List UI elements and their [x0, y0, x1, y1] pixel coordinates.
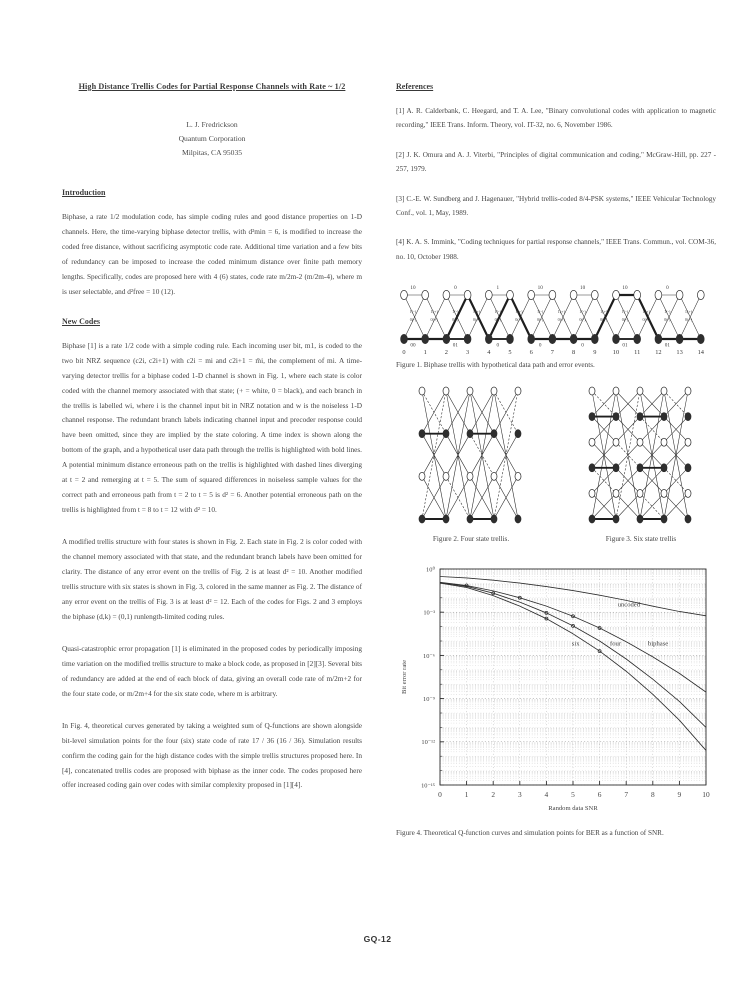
- svg-text:0: 0: [438, 790, 442, 800]
- figure-1-svg: [396, 279, 716, 357]
- figure-1: [396, 279, 716, 369]
- svg-text:11: 11: [634, 349, 641, 357]
- reference-item: [3] C.-E. W. Sundberg and J. Hagenauer, "Hybrid trellis-coded 8/4-PSK systems," IEEE Vehicular Technology Conf., vol. 1, May, 1989.: [396, 194, 716, 218]
- svg-text:8: 8: [650, 790, 655, 800]
- figure-2-caption: Figure 2. Four state trellis.: [432, 535, 510, 544]
- svg-text:10⁻³: 10⁻³: [423, 609, 435, 617]
- svg-text:biphase: biphase: [648, 640, 669, 648]
- svg-text:1: 1: [496, 285, 500, 292]
- figure-3-caption: Figure 3. Six state trellis: [605, 535, 677, 544]
- svg-text:3: 3: [465, 349, 470, 357]
- svg-text:0(+): 0(+): [600, 317, 608, 323]
- svg-text:10: 10: [612, 349, 620, 357]
- figure-2-four-state-trellis: [408, 379, 534, 531]
- svg-text:0: 0: [666, 285, 669, 292]
- reference-item: [1] A. R. Calderbank, C. Heegard, and T. A. Lee, "Binary convolutional codes with application to magnetic recording," IEEE Trans. Inform. Theory, vol. IT-32, no. 6, November 1986.: [396, 107, 716, 130]
- svg-text:1(+): 1(+): [515, 309, 523, 315]
- svg-text:1(-): 1(-): [494, 309, 501, 315]
- svg-text:10⁻¹²: 10⁻¹²: [421, 739, 435, 747]
- svg-text:7: 7: [550, 349, 555, 357]
- svg-text:0(-): 0(-): [452, 317, 459, 323]
- svg-text:10: 10: [622, 285, 628, 292]
- svg-text:0(+): 0(+): [557, 317, 565, 323]
- svg-text:12: 12: [655, 349, 662, 357]
- figure-4-ber-chart: [396, 557, 716, 825]
- reference-item: [2] J. K. Omura and A. J. Viterbi, "Principles of digital communication and coding," McGraw-Hill, pp. 227 - 257, 1979.: [396, 150, 716, 174]
- author-name: L. J. Fredrickson: [186, 119, 238, 129]
- svg-text:1(-): 1(-): [621, 309, 629, 315]
- svg-text:1(-): 1(-): [536, 309, 544, 315]
- svg-text:Random data SNR: Random data SNR: [548, 805, 598, 813]
- author-affiliation: Quantum Corporation: [178, 133, 246, 143]
- paragraph-modified-trellis: A modified trellis structure with four states is shown in Fig. 2. Each state in Fig. 2 is color coded with the channel memory associated with that state, and the redundant branch labels have been omitted for clarity. The distance of any error event on the trellis of Fig. 2 is at least d² = 10. Another modified trellis structure with six states is shown in Fig. 3, colored in the same manner as Fig. 2. The distance of any error event on the trellis of Fig. 3 is at least d² = 12. Each of the codes for Figs. 2 and 3 employs the biphase (d,k) = (0,1) runlength-limited coding rules.: [62, 537, 362, 621]
- figure-4-svg: [396, 557, 716, 825]
- svg-text:1(+): 1(+): [472, 309, 481, 315]
- svg-text:0(+): 0(+): [684, 317, 693, 323]
- svg-text:01: 01: [622, 342, 628, 349]
- figure-4: [396, 557, 716, 837]
- page-title: High Distance Trellis Codes for Partial Response Channels with Rate ~ 1/2: [78, 82, 346, 91]
- right-column: [396, 82, 716, 847]
- svg-text:1: 1: [423, 349, 427, 357]
- svg-text:1(-): 1(-): [452, 309, 459, 315]
- section-heading-references: References: [396, 82, 434, 91]
- svg-text:10⁻⁹: 10⁻⁹: [423, 696, 435, 704]
- svg-text:6: 6: [597, 790, 602, 800]
- byline: [62, 118, 362, 160]
- svg-text:2: 2: [444, 349, 449, 357]
- svg-text:0(-): 0(-): [409, 317, 417, 323]
- reference-item: [4] K. A. S. Immink, "Coding techniques for partial response channels," IEEE Trans. Commun., vol. COM-36, no. 10, October 1988.: [396, 238, 716, 261]
- svg-text:01: 01: [452, 342, 458, 349]
- svg-text:10: 10: [580, 285, 586, 292]
- section-heading-new-codes: New Codes: [62, 316, 100, 326]
- paragraph-introduction: Biphase, a rate 1/2 modulation code, has simple coding rules and good distance properties on 1-D channels. Here, the time-varying biphase detector trellis, with d²min = 6, is modified to increase the coded free distance, without sacrificing asymptotic code rate. Additional time variation and a few bits of redundancy can be imposed to increase the coded minimum distance over finite path memory lengths. Specifically, codes are proposed here with 4 (6) states, code rate m/2m-2 (m/2m-4), where m is user selectable, and d²free = 10 (12).: [62, 211, 362, 296]
- figure-3-six-state-trellis: [578, 379, 704, 531]
- svg-text:4: 4: [544, 790, 549, 800]
- svg-text:0(-): 0(-): [494, 317, 501, 323]
- svg-text:13: 13: [676, 349, 683, 357]
- figure-3: [566, 379, 716, 543]
- left-column: [62, 82, 362, 810]
- svg-text:1(+): 1(+): [600, 309, 608, 315]
- figures-2-3-row: [396, 379, 716, 543]
- svg-text:1(-): 1(-): [579, 309, 586, 315]
- svg-text:0(-): 0(-): [579, 317, 586, 323]
- svg-text:7: 7: [624, 790, 629, 800]
- svg-text:0: 0: [538, 342, 542, 349]
- svg-text:Bit error rate: Bit error rate: [401, 660, 408, 695]
- page-footer: GQ-12: [363, 934, 392, 944]
- svg-text:0(+): 0(+): [515, 317, 523, 323]
- svg-text:1: 1: [464, 790, 469, 800]
- svg-text:1(-): 1(-): [409, 309, 417, 315]
- svg-text:0: 0: [581, 342, 584, 349]
- svg-text:1(+): 1(+): [557, 309, 565, 315]
- svg-text:10: 10: [410, 285, 416, 292]
- figure-2: [396, 379, 546, 543]
- svg-text:0(-): 0(-): [664, 317, 671, 323]
- svg-text:six: six: [571, 640, 580, 648]
- paragraph-simulation-results: In Fig. 4, theoretical curves generated by taking a weighted sum of Q-functions are shown alongside bit-level simulation points for the four (six) state code of rate 17 / 36 (16 / 36). Simulation results confirm the coding gain for the high distance codes with the simple trellis structures proposed here. In [4], concatenated trellis codes are proposed with biphase as the inner code. The codes proposed here offer increased coding gain over codes with similar complexity proposed in [1][4].: [62, 720, 362, 790]
- svg-text:3: 3: [517, 790, 522, 800]
- section-heading-introduction: Introduction: [62, 187, 106, 197]
- svg-text:1(+): 1(+): [642, 309, 650, 315]
- svg-text:0(-): 0(-): [536, 317, 544, 323]
- paragraph-quasi-catastrophic: Quasi-catastrophic error propagation [1] is eliminated in the proposed codes by periodically imposing time variation on the modified trellis structure to make a block code, as proposed in [2][3]. Several bits of redundancy are added at the end of each block of data, giving an overall code rate of m/2m+2 for the four state code, or m/2m+4 for the six state code, where m is arbitrary.: [62, 643, 362, 698]
- svg-text:8: 8: [571, 349, 576, 357]
- author-address: Milpitas, CA 95035: [181, 147, 243, 157]
- svg-text:5: 5: [571, 790, 575, 800]
- svg-text:10⁻¹⁵: 10⁻¹⁵: [421, 782, 435, 790]
- svg-text:0: 0: [496, 342, 500, 349]
- svg-text:0(-): 0(-): [621, 317, 629, 323]
- svg-text:0(+): 0(+): [472, 317, 481, 323]
- svg-text:10⁻⁶: 10⁻⁶: [423, 653, 435, 661]
- svg-text:14: 14: [697, 349, 704, 357]
- svg-text:5: 5: [508, 349, 512, 357]
- svg-text:10: 10: [537, 285, 543, 292]
- svg-text:0: 0: [402, 349, 406, 357]
- svg-text:1(-): 1(-): [664, 309, 671, 315]
- svg-text:0(+): 0(+): [642, 317, 650, 323]
- svg-text:10: 10: [702, 790, 710, 800]
- figure-4-caption: Figure 4. Theoretical Q-function curves and simulation points for BER as a function of SNR.: [396, 829, 664, 838]
- svg-text:9: 9: [677, 790, 682, 800]
- svg-text:00: 00: [410, 342, 416, 349]
- svg-text:1(+): 1(+): [684, 309, 693, 315]
- svg-text:9: 9: [593, 349, 597, 357]
- paragraph-biphase-trellis: Biphase [1] is a rate 1/2 code with a simple coding rule. Each incoming user bit, m1, is coded to the two bit NRZ sequence (c2i, c2i+1) with c2i = mi and c2i+1 = m̄i, the complement of mi. A time-varying detector trellis for a biphase coded 1-D channel is shown in Fig. 1, where each state is color coded with the channel memory associated with that state; (+ = white, 0 = black), and each branch in the trellis is labelled wi, where i is the channel input bit in NRZ notation and w is the noiseless 1-D channel response. The redundant branch labels indicating channel input and precoder response could have been omitted, since they are implied by the state coloring. A time index is shown along the bottom of the graph, and a hypothetical user data path through the trellis is highlighted with bold lines. A potential minimum distance erroneous path on the trellis is highlighted with dashed lines diverging at t = 2 and remerging at t = 5. The sum of squared differences in noiseless sample values for the correct path and erroneous path from t = 2 to t = 5 is d² = 6. Another potential erroneous path on the trellis is highlighted from t = 8 to t = 12 with d² = 10.: [62, 340, 362, 515]
- svg-text:four: four: [610, 640, 622, 648]
- svg-text:6: 6: [529, 349, 533, 357]
- figure-1-trellis-diagram: [396, 279, 716, 357]
- svg-text:uncoded: uncoded: [617, 601, 641, 609]
- figure-1-caption: Figure 1. Biphase trellis with hypothetical data path and error events.: [396, 361, 595, 370]
- svg-text:2: 2: [491, 790, 496, 800]
- svg-text:10⁰: 10⁰: [426, 566, 435, 574]
- svg-text:1(+): 1(+): [430, 309, 438, 315]
- svg-text:0: 0: [454, 285, 457, 292]
- svg-text:01: 01: [664, 342, 670, 349]
- svg-text:0(+): 0(+): [430, 317, 438, 323]
- svg-text:4: 4: [487, 349, 491, 357]
